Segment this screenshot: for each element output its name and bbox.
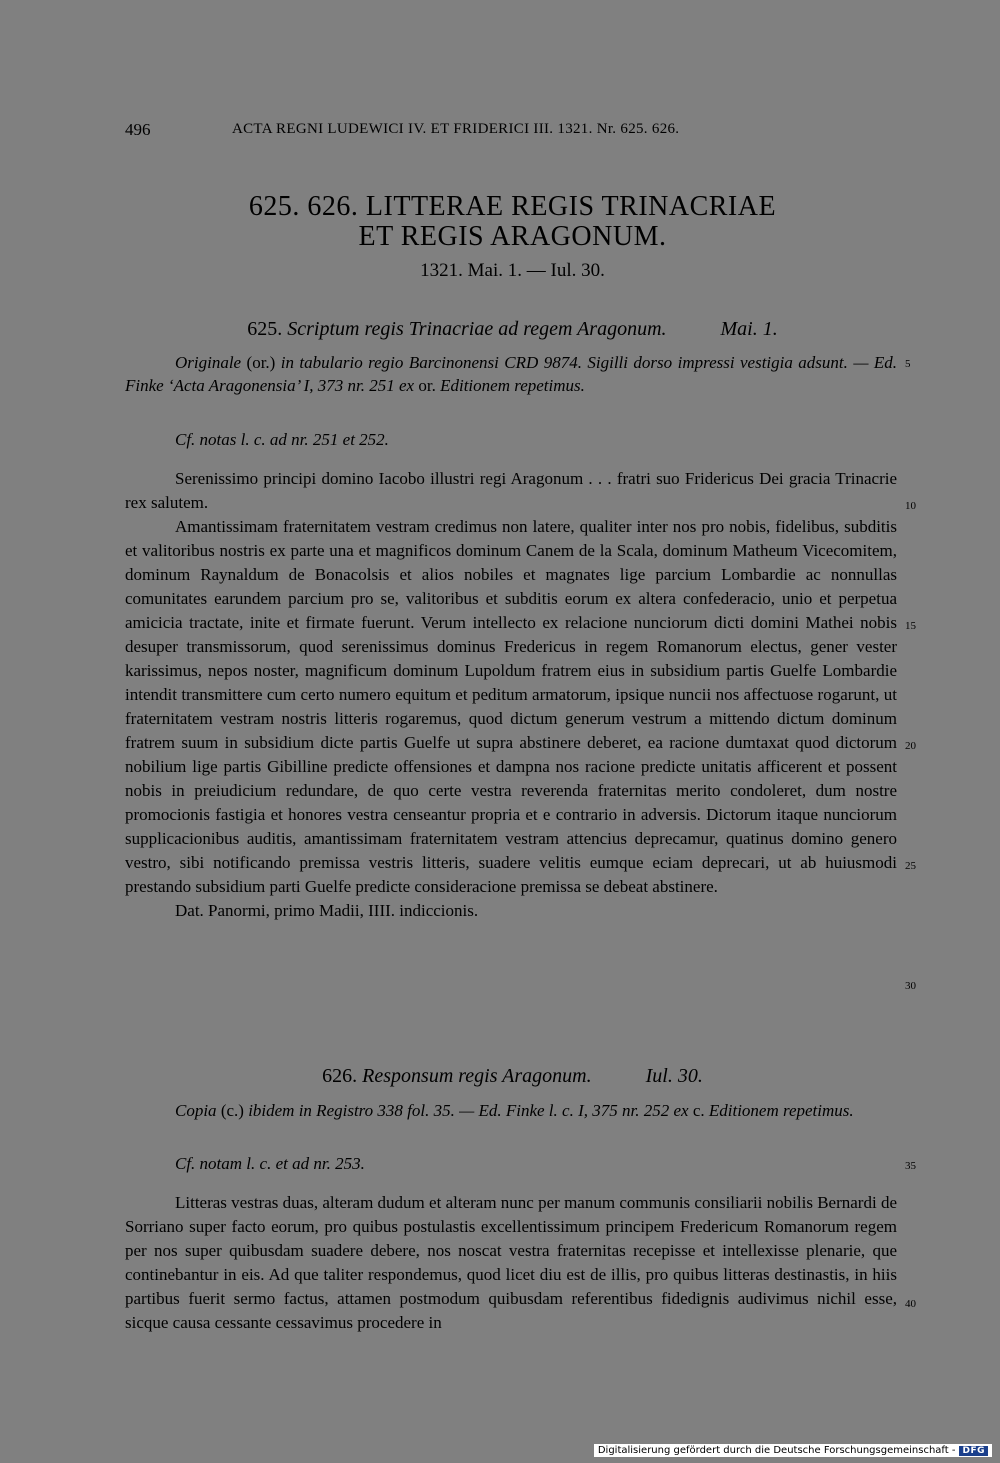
line-number: 10: [905, 500, 916, 512]
dfg-credit-text: Digitalisierung gefördert durch die Deutsche Forschungsgemeinschaft -: [597, 1445, 956, 1456]
doc-626-source-note: Copia (c.) ibidem in Registro 338 fol. 35. — Ed. Finke l. c. I, 375 nr. 252 ex c. Editionem repetimus.: [175, 1101, 854, 1120]
doc-626-cf-note: Cf. notam l. c. et ad nr. 253.: [175, 1154, 365, 1173]
line-number: 35: [905, 1160, 916, 1172]
doc-626-heading: [125, 1065, 900, 1088]
doc-625-source-note: Originale (or.) in tabulario regio Barcinonensi CRD 9874. Sigilli dorso impressi vestigia adsunt. — Ed. Finke ‘Acta Aragonensia’ I, 373 nr. 251 ex or. Editionem repetimus.: [125, 353, 898, 395]
doc-625-text: Amantissimam fraternitatem vestram credimus non latere, qualiter inter nos pro nobis, fidelibus, subditis et valitoribus nostris ex parte una et magnificos dominum Canem de la Scala, dominum Matheum Vicecomitem, dominum Raynaldum de Bonacolsis et alios nobiles et magnates lige parcium Lombardie ac nonnullas comunitates earundem parcium pro se, valitoribus et subditis eorum ex altera confederacio, unio et perpetua amicicia tractate, inite et firmate fuerunt. Verum intellecto ex relacione nunciorum dicti domini Mathei nobis desuper transmissorum, quod serenissimus dominus Fredericus in regem Romanorum electus, gener vester karissimus, nepos noster, magnificum dominum Lupoldum fratrem eius in subsidium partis Guelfe Lombardie intendit transmittere cum certo numero equitum et peditum armatorum, ipsique nuncii nos affectuose rogarunt, ut fraternitatem vestram nostris litteris rogaremus, quod dictum generum vestrum a mittendo dictum dominum fratrem suum in subsidium dicte partis Guelfe ut supra abstinere deberet, ea racione dumtaxat quod dictorum nobilium lige partis Gibilline predicte offensiones et dampna nos racione predicte unitatis afficerent et possent nobis in preiudicium redundare, de quo certe vestra reverenda fraternitas merito condoleret, dum nostre promocionis fastigia et honores vestra censeantur propria et e contrario in adversis. Dictorum itaque nunciorum supplicacionibus auditis, amantissimam fraternitatem vestram attencius deprecamur, quatinus domino genero vestro, sibi notificando premissa vestris litteris, suadere velitis eumque eciam deprecari, ut ab huiusmodi prestando subsidium parti Guelfe predicte consideracione premissa se debeat abstinere.: [125, 517, 897, 896]
doc-625-salutation: Serenissimo principi domino Iacobo illustri regi Aragonum . . . fratri suo Fridericus Dei gracia Trinacrie rex salutem.: [125, 469, 897, 512]
title-line-2: ET REGIS ARAGONUM.: [358, 221, 667, 252]
line-number: 20: [905, 740, 916, 752]
doc-626-text: Litteras vestras duas, alteram dudum et alteram nunc per manum communis consiliarii nobilis Bernardi de Sorriano super facto eorum, pro quibus postulastis excellentissimum principem Fredericum Romanorum regem per nos super quibusdam suadere debere, nos noscat vestra fraternitas recepisse et intellexisse plenarie, que continebantur in eis. Ad que taliter respondemus, quod licet diu est de illis, pro quibus litteras destinastis, in hiis partibus fuerit sermo factus, attamen postmodum quibusdam referentibus fidedignis audivimus nichil esse, sicque causa cessante cessavimus procedere in: [125, 1193, 897, 1332]
doc-625-date: Mai. 1.: [720, 318, 778, 340]
title-line-1: 625. 626. LITTERAE REGIS TRINACRIAE: [248, 191, 777, 222]
doc-625-dating: Dat. Panormi, primo Madii, IIII. indiccionis.: [175, 901, 479, 920]
doc-626-number: 626.: [322, 1065, 358, 1087]
doc-625-title: Scriptum regis Trinacriae ad regem Aragonum.: [287, 318, 667, 340]
doc-626-title: Responsum regis Aragonum.: [362, 1065, 592, 1087]
line-number: 30: [905, 980, 916, 992]
doc-625-cf-note: Cf. notas l. c. ad nr. 251 et 252.: [175, 430, 389, 449]
doc-626-date: Iul. 30.: [645, 1065, 703, 1087]
dfg-credit-bar: [594, 1444, 992, 1457]
doc-625-number: 625.: [247, 318, 283, 340]
line-number: 40: [905, 1298, 916, 1310]
doc-625-body: [125, 467, 897, 923]
line-number: 15: [905, 620, 916, 632]
dfg-logo: DFG: [959, 1446, 988, 1456]
line-number: 5: [905, 358, 911, 370]
doc-626-body: [125, 1191, 897, 1335]
running-title: ACTA REGNI LUDEWICI IV. ET FRIDERICI III. 1321. Nr. 625. 626.: [232, 121, 680, 137]
line-number: 25: [905, 860, 916, 872]
page-number: 496: [125, 120, 151, 139]
doc-625-heading: [125, 318, 900, 341]
title-date: 1321. Mai. 1. — Iul. 30.: [420, 260, 605, 281]
section-title: [125, 192, 900, 282]
